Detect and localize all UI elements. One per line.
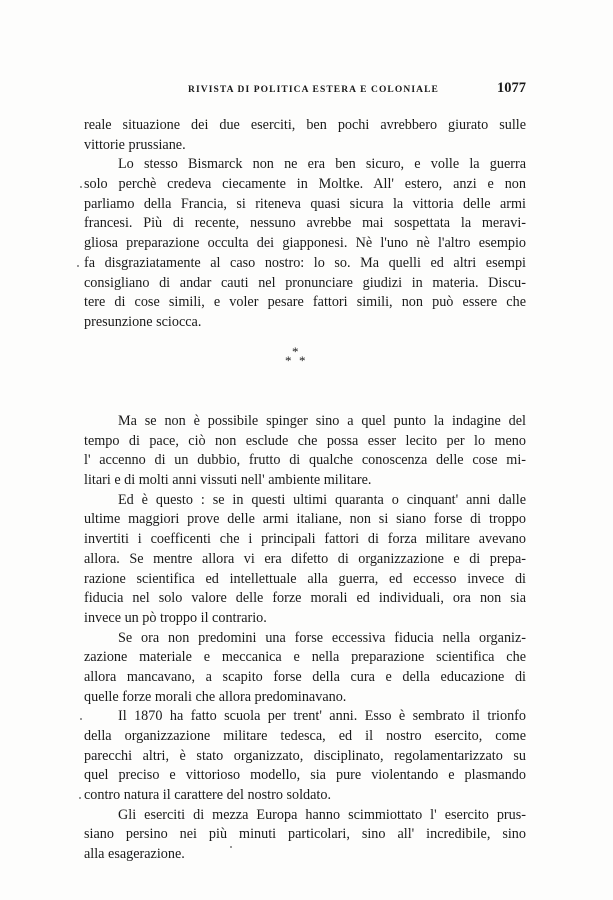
section-separator-asterism (285, 345, 325, 371)
text-line: allora. Se mentre allora vi era difetto di organizzazione e di prepa- (84, 550, 526, 567)
text-line: gliosa preparazione occulta dei giapponesi. Nè l'uno nè l'altro esempio (84, 235, 526, 252)
text-line: quelle forze morali che allora predominavano. (84, 688, 347, 705)
text-line: parecchi altri, è stato organizzato, disciplinato, regolamentarizzato su (84, 747, 526, 764)
asterism-star: * (292, 344, 299, 359)
scan-speck (79, 797, 81, 799)
page-header (84, 80, 526, 100)
text-line: tempo di pace, ciò non esclude che possa esser lecito per lo meno (84, 432, 526, 449)
text-line: quel preciso e vittorioso modello, sia pure violentando e plasmando (84, 767, 526, 784)
scan-speck (80, 718, 82, 720)
text-line: Ed è questo : se in questi ultimi quaranta o cinquant' anni dalle (118, 491, 526, 508)
text-line: alla esagerazione. (84, 846, 185, 863)
text-line: fa disgraziatamente al caso nostro: lo so. Ma quelli ed altri esempi (84, 254, 526, 271)
scan-speck (230, 846, 232, 848)
running-title: RIVISTA DI POLITICA ESTERA E COLONIALE (188, 85, 439, 95)
text-line: razione scientifica ed intellettuale alla guerra, ed eccesso invece di (84, 570, 526, 587)
text-line: parliamo della Francia, si riteneva quasi sicura la vittoria delle armi (84, 195, 526, 212)
text-line: consigliano di andar cauti nel pronunciare giudizi in materia. Discu- (84, 274, 526, 291)
text-line: siano persino nei più minuti particolari, sino all' incredibile, sino (84, 826, 526, 843)
page-number: 1077 (497, 80, 526, 96)
text-line: presunzione sciocca. (84, 313, 202, 330)
text-line: contro natura il carattere del nostro soldato. (84, 787, 332, 804)
scan-speck (80, 186, 82, 188)
text-line: francesi. Più di recente, nessuno avrebbe mai sospettata la meravi- (84, 215, 526, 232)
text-line: ultime maggiori prove delle armi italiane, non si siano forse di troppo (84, 511, 526, 528)
text-line: Il 1870 ha fatto scuola per trent' anni. Esso è sembrato il trionfo (118, 708, 526, 725)
asterism-star: * (299, 353, 306, 368)
text-line: allora mancavano, a scapito forse della cura e della educazione di (84, 668, 526, 685)
text-line: fiducia nel solo valore delle forze morali ed individuali, ora non sia (84, 590, 526, 607)
text-line: reale situazione dei due eserciti, ben pochi avrebbero giurato sulle (84, 117, 526, 133)
text-line: tere di cose simili, e voler pesare fattori simili, non può essere che (84, 294, 526, 311)
text-section-bottom (84, 412, 526, 865)
text-line: Ma se non è possibile spinger sino a quel punto la indagine del (118, 413, 526, 429)
text-line: Se ora non predomini una forse eccessiva fiducia nella organiz- (118, 629, 526, 646)
text-line: Lo stesso Bismarck non ne era ben sicuro, e volle la guerra (118, 156, 526, 173)
scan-speck (77, 265, 79, 267)
text-line: Gli eserciti di mezza Europa hanno scimmiottato l' esercito prus- (118, 806, 526, 823)
text-line: litari e di molti anni vissuti nell' ambiente militare. (84, 472, 372, 489)
text-section-top (84, 116, 526, 333)
asterism-star: * (285, 353, 292, 368)
text-line: zazione materiale e meccanica e nella preparazione scientifica che (84, 649, 526, 666)
text-line: vittorie prussiane. (84, 136, 186, 153)
text-line: l' accenno di un dubbio, frutto di qualche conoscenza delle cose mi- (84, 452, 526, 469)
text-line: invertiti i coefficenti che i principali fattori di forza militare avevano (84, 531, 526, 548)
text-line: solo perchè credeva ciecamente in Moltke. All' estero, anzi e non (84, 176, 526, 193)
text-line: invece un pò troppo il contrario. (84, 609, 267, 626)
text-line: della organizzazione militare tedesca, ed il nostro esercito, come (84, 728, 526, 744)
